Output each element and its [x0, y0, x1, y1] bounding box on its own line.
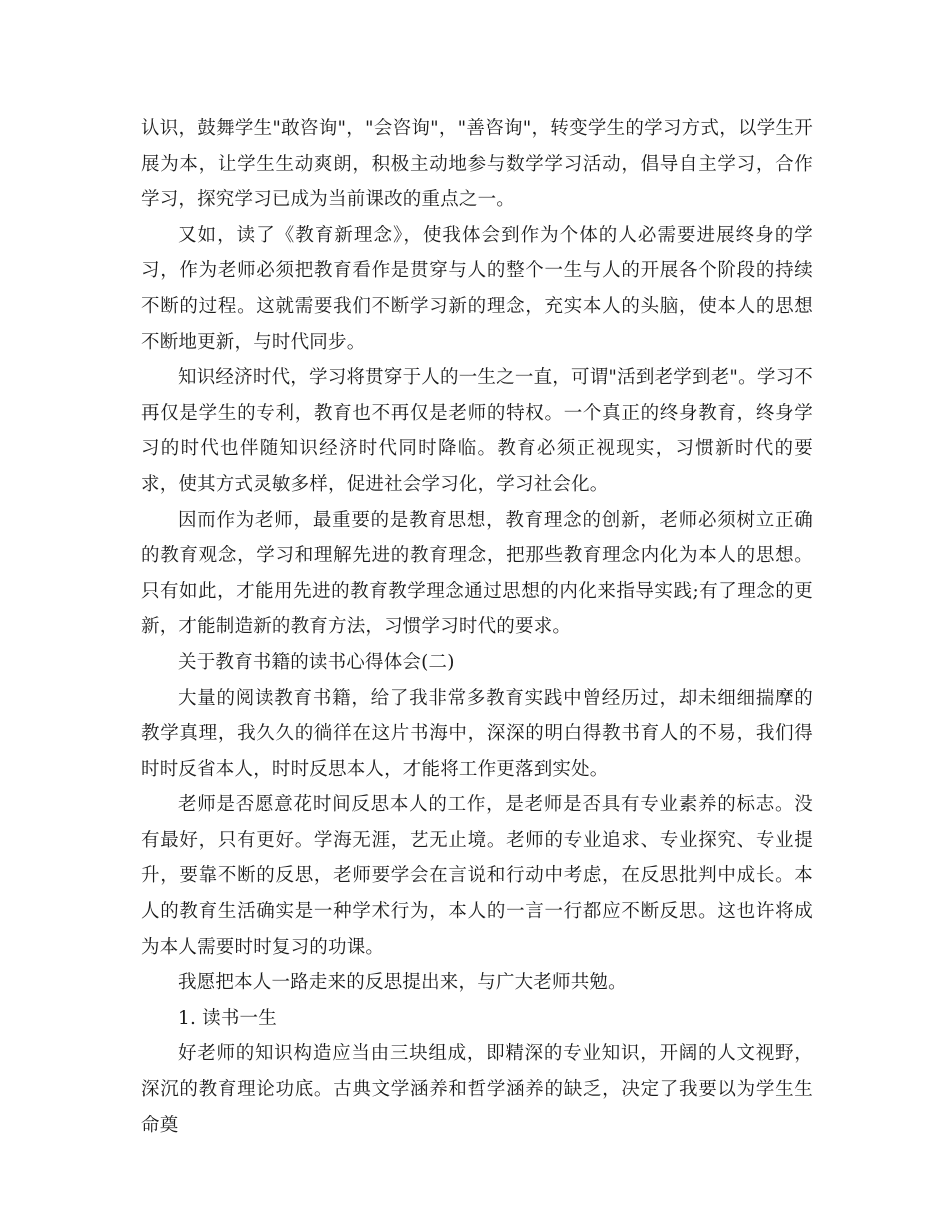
paragraph: 认识，鼓舞学生"敢咨询"，"会咨询"，"善咨询"，转变学生的学习方式，以学生开展为本，让学生生动爽朗，积极主动地参与数学学习活动，倡导自主学习，合作学习，探究学习已成为当前课改的重点之一。	[141, 118, 813, 211]
paragraph: 好老师的知识构造应当由三块组成，即精深的专业知识，开阔的人文视野，深沉的教育理论功底。古典文学涵养和哲学涵养的缺乏，决定了我要以为学生生命奠	[141, 1043, 813, 1136]
paragraph: 知识经济时代，学习将贯穿于人的一生之一直，可谓"活到老学到老"。学习不再仅是学生的专利，教育也不再仅是老师的特权。一个真正的终身教育，终身学习的时代也伴随知识经济时代同时降临。教育必须正视现实，习惯新时代的要求，使其方式灵敏多样，促进社会学习化，学习社会化。	[141, 367, 813, 495]
section-heading: 关于教育书籍的读书心得体会(二)	[178, 651, 455, 673]
paragraph: 大量的阅读教育书籍，给了我非常多教育实践中曾经历过，却未细细揣摩的教学真理，我久久的徜徉在这片书海中，深深的明白得教书育人的不易，我们得时时反省本人，时时反思本人，才能将工作更落到实处。	[141, 687, 813, 780]
document-body	[141, 111, 813, 1143]
paragraph: 我愿把本人一路走来的反思提出来，与广大老师共勉。	[178, 972, 627, 994]
paragraph: 又如，读了《教育新理念》，使我体会到作为个体的人必需要进展终身的学习，作为老师必须把教育看作是贯穿与人的整个一生与人的开展各个阶段的持续不断的过程。这就需要我们不断学习新的理念，充实本人的头脑，使本人的思想不断地更新，与时代同步。	[141, 224, 813, 353]
paragraph: 老师是否愿意花时间反思本人的工作，是老师是否具有专业素养的标志。没有最好，只有更好。学海无涯，艺无止境。老师的专业追求、专业探究、专业提升，要靠不断的反思，老师要学会在言说和行动中考虑，在反思批判中成长。本人的教育生活确实是一种学术行为，本人的一言一行都应不断反思。这也许将成为本人需要时时复习的功课。	[141, 794, 813, 958]
numbered-subheading: 1. 读书一生	[178, 1007, 277, 1029]
paragraph: 因而作为老师，最重要的是教育思想，教育理念的创新，老师必须树立正确的教育观念，学习和理解先进的教育理念，把那些教育理念内化为本人的思想。只有如此，才能用先进的教育教学理念通过思想的内化来指导实践;有了理念的更新，才能制造新的教育方法，习惯学习时代的要求。	[141, 509, 813, 638]
